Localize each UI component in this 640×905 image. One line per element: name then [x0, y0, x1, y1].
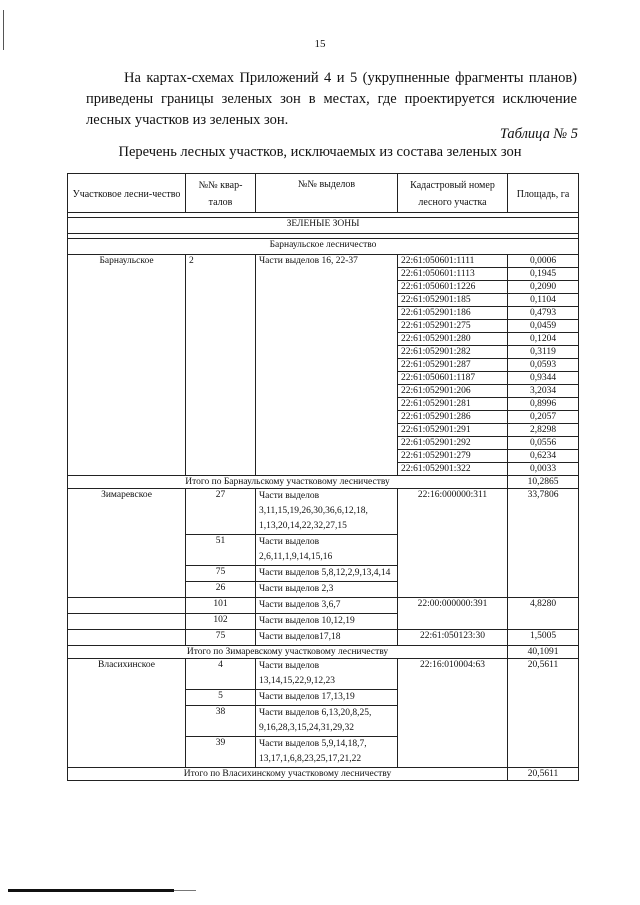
area-cell: 20,5611 — [508, 659, 579, 768]
table-row — [68, 598, 579, 614]
quarter-cell: 5 — [186, 690, 256, 706]
cadastral-cell: 22:61:052901:322 — [398, 463, 508, 476]
cadastral-cell: 22:16:000000:311 — [398, 489, 508, 598]
cadastral-cell: 22:61:052901:186 — [398, 307, 508, 320]
cadastral-cell: 22:61:052901:292 — [398, 437, 508, 450]
table-row — [68, 659, 579, 690]
quarter-cell: 4 — [186, 659, 256, 690]
total-label: Итого по Власихинскому участковому лесничеству — [68, 768, 508, 781]
area-cell: 0,1104 — [508, 294, 579, 307]
cadastral-cell: 22:61:052901:280 — [398, 333, 508, 346]
cadastral-cell: 22:00:000000:391 — [398, 598, 508, 630]
allotments-cell: Части выделов 3,6,7 — [256, 598, 398, 614]
area-cell: 0,8996 — [508, 398, 579, 411]
table-row — [68, 489, 579, 535]
allotments-value: Части выделов 16, 22-37 — [259, 256, 358, 266]
header-forestry: Участковое лесни-чество — [68, 174, 186, 213]
cadastral-cell: 22:61:050601:1187 — [398, 372, 508, 385]
area-cell: 0,2090 — [508, 281, 579, 294]
allotments-cell: Части выделов 5,8,12,2,9,13,4,14 — [256, 566, 398, 582]
quarter-cell: 38 — [186, 706, 256, 737]
table-title: Перечень лесных участков, исключаемых из состава зеленых зон — [118, 144, 522, 160]
quarter-cell: 39 — [186, 737, 256, 768]
table-row — [68, 630, 579, 646]
quarter-value: 2 — [189, 256, 194, 266]
quarter-cell: 75 — [186, 566, 256, 582]
cadastral-cell: 22:61:052901:206 — [398, 385, 508, 398]
scan-edge-mark — [174, 890, 196, 891]
allotments-cell: Части выделов 13,14,15,22,9,12,23 — [256, 659, 398, 690]
area-cell: 0,0033 — [508, 463, 579, 476]
intro-paragraph — [86, 68, 577, 131]
scan-edge-mark — [8, 889, 174, 892]
table-number: Таблица № 5 — [499, 126, 578, 142]
allotments-cell: Части выделов 2,6,11,1,9,14,15,16 — [256, 535, 398, 566]
allotments-cell: Части выделов17,18 — [256, 630, 398, 646]
quarter-cell: 26 — [186, 582, 256, 598]
cadastral-cell: 22:61:052901:185 — [398, 294, 508, 307]
area-cell: 33,7806 — [508, 489, 579, 598]
cadastral-cell: 22:61:052901:286 — [398, 411, 508, 424]
cadastral-cell: 22:61:050601:1226 — [398, 281, 508, 294]
area-cell: 0,1945 — [508, 268, 579, 281]
header-area: Площадь, га — [508, 174, 579, 213]
cadastral-cell: 22:61:050601:1111 — [398, 255, 508, 268]
section-row — [68, 218, 579, 234]
cadastral-cell: 22:61:052901:282 — [398, 346, 508, 359]
quarter-cell: 102 — [186, 614, 256, 630]
area-cell: 0,6234 — [508, 450, 579, 463]
area-cell: 4,8280 — [508, 598, 579, 630]
forestry-barnaul: Барнаульское — [99, 256, 154, 266]
cadastral-cell: 22:61:050123:30 — [398, 630, 508, 646]
total-row — [68, 476, 579, 489]
table-header-row — [68, 174, 579, 213]
forestry-zimari: Зимаревское — [68, 489, 186, 598]
allotments-cell: Части выделов 10,12,19 — [256, 614, 398, 630]
header-quarters: №№ квар-талов — [186, 174, 256, 213]
subsection-row — [68, 239, 579, 255]
quarter-cell: 51 — [186, 535, 256, 566]
header-cadastral: Кадастровый номер лесного участка — [398, 174, 508, 213]
total-row — [68, 768, 579, 781]
section-title: ЗЕЛЕНЫЕ ЗОНЫ — [68, 218, 579, 234]
area-cell: 3,2034 — [508, 385, 579, 398]
allotments-cell: Части выделов 6,13,20,8,25, 9,16,28,3,15,24,31,29,32 — [256, 706, 398, 737]
total-value: 40,1091 — [508, 646, 579, 659]
allotments-cell: Части выделов 2,3 — [256, 582, 398, 598]
area-cell: 0,9344 — [508, 372, 579, 385]
area-cell: 0,0006 — [508, 255, 579, 268]
area-cell: 0,2057 — [508, 411, 579, 424]
cadastral-cell: 22:61:052901:275 — [398, 320, 508, 333]
forestry-name — [68, 255, 186, 476]
forestry-vlasikha: Власихинское — [68, 659, 186, 768]
area-cell: 0,4793 — [508, 307, 579, 320]
total-label: Итого по Зимаревскому участковому лесничеству — [68, 646, 508, 659]
total-value: 20,5611 — [508, 768, 579, 781]
cadastral-cell: 22:61:050601:1113 — [398, 268, 508, 281]
allotments-cell: Части выделов 3,11,15,19,26,30,36,6,12,18, 1,13,20,14,22,32,27,15 — [256, 489, 398, 535]
total-label: Итого по Барнаульскому участковому лесничеству — [68, 476, 508, 489]
area-cell: 0,0593 — [508, 359, 579, 372]
page-number: 15 — [314, 38, 326, 50]
area-cell: 0,0556 — [508, 437, 579, 450]
header-allotments: №№ выделов — [256, 174, 398, 213]
allotments-cell: Части выделов 5,9,14,18,7, 13,17,1,6,8,23,25,17,21,22 — [256, 737, 398, 768]
allotments-cell — [256, 255, 398, 476]
total-row — [68, 646, 579, 659]
area-cell: 1,5005 — [508, 630, 579, 646]
cadastral-cell: 22:61:052901:281 — [398, 398, 508, 411]
quarter-cell — [186, 255, 256, 476]
quarter-cell: 75 — [186, 630, 256, 646]
area-cell: 0,0459 — [508, 320, 579, 333]
paragraph-text: На картах-схемах Приложений 4 и 5 (укрупненные фрагменты планов) приведены границы зеленых зон в местах, где проектируется исключение лесных участков из зеленых зон. — [86, 70, 577, 128]
cadastral-cell: 22:61:052901:287 — [398, 359, 508, 372]
barnaul-subtitle: Барнаульское лесничество — [68, 239, 579, 255]
table-row — [68, 255, 579, 268]
cadastral-cell: 22:61:052901:291 — [398, 424, 508, 437]
cadastral-cell: 22:16:010004:63 — [398, 659, 508, 768]
area-cell: 0,1204 — [508, 333, 579, 346]
quarter-cell: 101 — [186, 598, 256, 614]
cadastral-cell: 22:61:052901:279 — [398, 450, 508, 463]
quarter-cell: 27 — [186, 489, 256, 535]
excluded-plots-table — [67, 173, 579, 781]
area-cell: 2,8298 — [508, 424, 579, 437]
allotments-cell: Части выделов 17,13,19 — [256, 690, 398, 706]
area-cell: 0,3119 — [508, 346, 579, 359]
total-value: 10,2865 — [508, 476, 579, 489]
